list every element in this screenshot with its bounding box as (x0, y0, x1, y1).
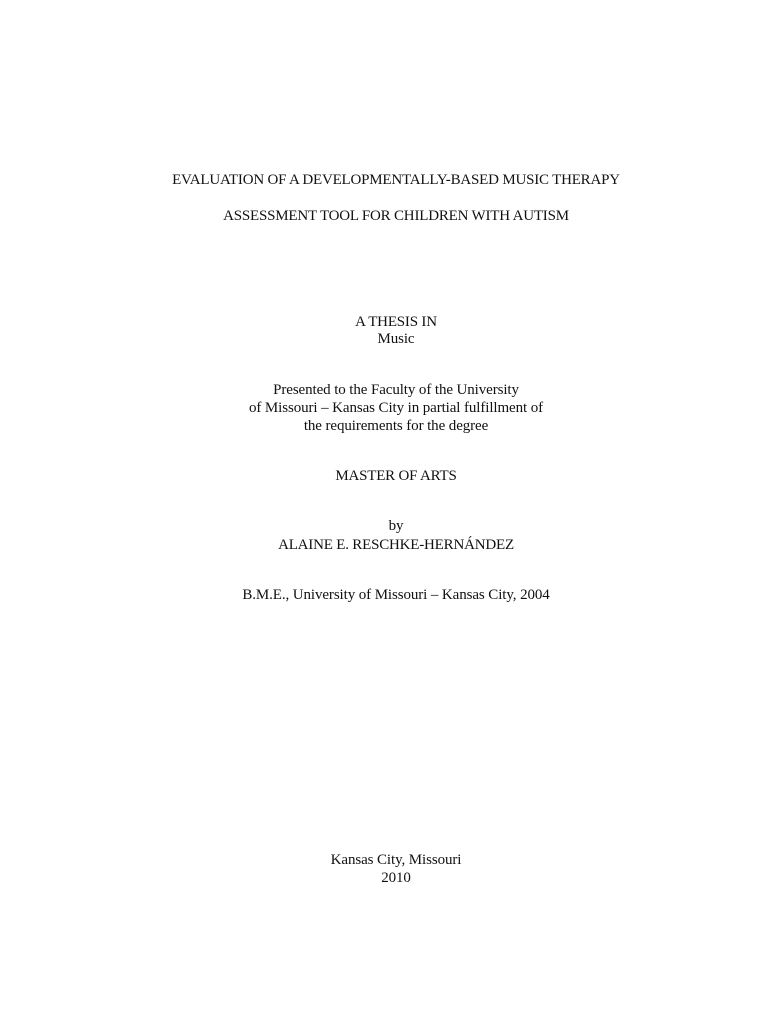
author-by: by (388, 518, 404, 534)
place-city: Kansas City, Missouri (330, 852, 462, 868)
prior-degree: B.M.E., University of Missouri – Kansas City, 2004 (242, 587, 550, 603)
degree-title: MASTER OF ARTS (335, 468, 457, 484)
thesis-label: A THESIS IN (355, 314, 437, 330)
thesis-field: Music (377, 331, 415, 347)
place-year: 2010 (381, 870, 411, 886)
thesis-title-line-1: EVALUATION OF A DEVELOPMENTALLY-BASED MUSIC THERAPY (172, 172, 620, 188)
thesis-title-line-2: ASSESSMENT TOOL FOR CHILDREN WITH AUTISM (223, 208, 569, 224)
presented-line-1: Presented to the Faculty of the University (273, 382, 519, 398)
author-name: ALAINE E. RESCHKE-HERNÁNDEZ (278, 537, 514, 553)
presented-line-2: of Missouri – Kansas City in partial fulfillment of (248, 400, 544, 416)
presented-line-3: the requirements for the degree (303, 418, 489, 434)
